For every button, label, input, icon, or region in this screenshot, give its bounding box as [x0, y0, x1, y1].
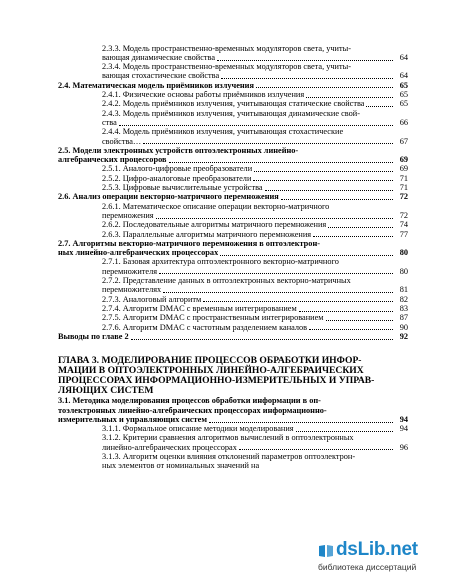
- toc-entry[interactable]: [58, 221, 408, 230]
- toc-entry[interactable]: [58, 109, 408, 128]
- toc-entry-text: Выводы по главе 2: [58, 332, 129, 341]
- toc-entry-text: 2.5. Модели электронных устройств оптоэлектронных линейно-: [58, 146, 299, 155]
- page-number: 66: [399, 117, 408, 127]
- toc-entry[interactable]: [58, 165, 408, 174]
- page-number: 83: [399, 303, 408, 313]
- toc-entry[interactable]: [58, 128, 408, 147]
- toc-entry-text: 3.1.2. Критерии сравнения алгоритмов вычислений в оптоэлектронных: [102, 434, 354, 443]
- dot-leader: [209, 422, 393, 423]
- dot-leader: [254, 171, 393, 172]
- dot-leader: [169, 162, 394, 163]
- page-number: 87: [399, 313, 408, 323]
- dot-leader: [203, 301, 393, 302]
- dot-leader: [143, 143, 393, 144]
- toc-entry[interactable]: [58, 202, 408, 221]
- toc-entry-text: линейно-алгебраических процессорах: [102, 443, 237, 452]
- page-number: 80: [399, 248, 408, 258]
- page-number: 92: [399, 331, 408, 341]
- page-number: 81: [399, 285, 408, 295]
- toc-entry[interactable]: [58, 434, 408, 453]
- toc-entry-text: 2.4. Математическая модель приёмников излучения: [58, 81, 254, 90]
- page-number: 72: [399, 210, 408, 220]
- dot-leader: [163, 292, 393, 293]
- toc-entry-text: вающая стохастические свойства: [102, 72, 220, 81]
- page-number: 69: [399, 155, 408, 165]
- toc-entry[interactable]: [58, 304, 408, 313]
- toc-entry[interactable]: [58, 146, 408, 165]
- toc-entry[interactable]: [58, 239, 408, 258]
- toc-entry[interactable]: [58, 230, 408, 239]
- toc-entry-text: 2.4.3. Модель приёмников излучения, учитывающая динамические свой-: [102, 109, 360, 118]
- toc-entry-text: 2.4.4. Модель приёмников излучения, учитывающая стохастические: [102, 128, 344, 137]
- dot-leader: [217, 60, 393, 61]
- dot-leader: [299, 311, 393, 312]
- toc-entry[interactable]: [58, 174, 408, 183]
- toc-entry[interactable]: [58, 276, 408, 295]
- toc-entry-text: перемножения: [102, 211, 154, 220]
- toc-entry-text: 2.5.1. Аналого-цифровые преобразователи: [102, 165, 253, 174]
- toc-entry-text: 2.7.2. Представление данных в оптоэлектронных векторно-матричных: [102, 277, 351, 286]
- toc-entry-text: вающая динамические свойства: [102, 53, 216, 62]
- page-number: 82: [399, 294, 408, 304]
- dot-leader: [159, 273, 393, 274]
- dot-leader: [131, 339, 393, 340]
- toc-entry-text: перемножителя: [102, 267, 158, 276]
- dot-leader: [296, 431, 393, 432]
- toc-entry-text: ных элементов от номинальных значений на: [102, 462, 260, 471]
- dot-leader: [366, 106, 393, 107]
- dot-leader: [239, 449, 393, 450]
- toc-entry[interactable]: [58, 100, 408, 109]
- toc-entry-text: алгебраических процессоров: [58, 156, 167, 165]
- dot-leader: [328, 227, 393, 228]
- page-number: 65: [399, 90, 408, 100]
- toc-entry-text: 2.7.6. Алгоритм DMAC с частотным разделением каналов: [102, 323, 308, 332]
- dot-leader: [326, 320, 393, 321]
- toc-entry[interactable]: [58, 425, 408, 434]
- page-number: 74: [399, 220, 408, 230]
- chapter-heading-line: ПРОЦЕССОРАХ ИНФОРМАЦИОННО-ИЗМЕРИТЕЛЬНЫХ И УПРАВ-: [58, 375, 375, 387]
- toc-entry-text: 2.4.2. Модель приёмников излучения, учитывающая статические свойства: [102, 100, 365, 109]
- page-number: 64: [399, 52, 408, 62]
- toc-entry-text: свойства…: [102, 137, 142, 146]
- dot-leader: [119, 125, 393, 126]
- watermark-brand: dsLib.net: [336, 539, 418, 560]
- toc-entry[interactable]: [58, 81, 408, 90]
- page-number: 67: [399, 136, 408, 146]
- dot-leader: [281, 199, 393, 200]
- toc-entry-text: 3.1.1. Формальное описание методики моделирования: [102, 425, 294, 434]
- page-number: 65: [399, 99, 408, 109]
- toc-entry-text: 2.6.3. Параллельные алгоритмы матричного перемножения: [102, 230, 312, 239]
- toc-entry-text: 2.6. Анализ операции векторно-матричного перемножения: [58, 193, 279, 202]
- page-number: 96: [399, 442, 408, 452]
- page-number: 94: [399, 424, 408, 434]
- toc-entry[interactable]: [58, 314, 408, 323]
- dot-leader: [309, 329, 393, 330]
- toc-entry-text: 2.6.1. Математическое описание операции векторно-матричного: [102, 202, 330, 211]
- toc-entry[interactable]: [58, 295, 408, 304]
- toc-entry[interactable]: [58, 258, 408, 277]
- watermark-tagline: библиотека диссертаций: [318, 562, 417, 572]
- toc-entry-text: ства: [102, 118, 117, 127]
- toc-entry-text: перемножителях: [102, 286, 162, 295]
- page-number: 72: [399, 192, 408, 202]
- book-icon: [318, 544, 334, 558]
- toc-entry[interactable]: [58, 193, 408, 202]
- toc-entry[interactable]: [58, 332, 408, 341]
- page-number: 64: [399, 71, 408, 81]
- dot-leader: [306, 97, 393, 98]
- dot-leader: [253, 180, 393, 181]
- page-number: 80: [399, 266, 408, 276]
- toc-entry-text: 2.5.3. Цифровые вычислительные устройства: [102, 184, 263, 193]
- toc-entry-text: 3.1. Методика моделирования процессов обработки информации в оп-: [58, 397, 321, 406]
- toc-entry-text: 2.7.1. Базовая архитектура оптоэлектронного векторно-матричного: [102, 258, 339, 267]
- chapter-heading-line: ГЛАВА 3. МОДЕЛИРОВАНИЕ ПРОЦЕССОВ ОБРАБОТКИ ИНФОР-: [58, 354, 362, 366]
- dot-leader: [221, 78, 393, 79]
- toc-entry[interactable]: [58, 323, 408, 332]
- toc-entry[interactable]: [58, 44, 408, 63]
- chapter-heading-line: МАЦИИ В ОПТОЭЛЕКТРОННЫХ ЛИНЕЙНО-АЛГЕБРАИЧЕСКИХ: [58, 364, 364, 376]
- toc-entry-text: 2.7.3. Аналоговый алгоритм: [102, 295, 202, 304]
- toc-entry[interactable]: [58, 452, 408, 471]
- page-number: 90: [399, 322, 408, 332]
- page-number: 94: [399, 414, 408, 424]
- toc-entry[interactable]: [58, 397, 408, 425]
- page-number: 69: [399, 164, 408, 174]
- page-number: 65: [399, 80, 408, 90]
- toc-entry-text: 2.6.2. Последовательные алгоритмы матричного перемножения: [102, 221, 327, 230]
- page-number: 71: [399, 183, 408, 193]
- dot-leader: [313, 236, 393, 237]
- toc-entry[interactable]: [58, 63, 408, 82]
- dot-leader: [265, 190, 393, 191]
- toc-entry-text: 2.3.3. Модель пространственно-временных модуляторов света, учиты-: [102, 44, 351, 53]
- dot-leader: [220, 255, 393, 256]
- toc-entry-text: тоэлектронных линейно-алгебраических процессорах информационно-: [58, 406, 327, 415]
- toc-entry-text: 2.5.2. Цифро-аналоговые преобразователи: [102, 174, 252, 183]
- dot-leader: [156, 218, 393, 219]
- toc-entry-text: 2.3.4. Модель пространственно-временных модуляторов света, учиты-: [102, 63, 351, 72]
- chapter-heading-line: ЛЯЮЩИХ СИСТЕМ: [58, 385, 154, 397]
- toc-entry-text: 2.4.1. Физические основы работы приёмников излучения: [102, 91, 305, 100]
- toc-entry[interactable]: [58, 90, 408, 99]
- toc-entry-text: измерительных и управляющих систем: [58, 415, 207, 424]
- page-number: 77: [399, 229, 408, 239]
- chapter-heading[interactable]: [58, 356, 408, 397]
- toc-entry-text: 2.7.4. Алгоритм DMAC с временным интегрированием: [102, 304, 297, 313]
- watermark-logo: [314, 538, 442, 576]
- toc-entry-text: 3.1.3. Алгоритм оценки влияния отклонений параметров оптоэлектрон-: [102, 453, 356, 462]
- dot-leader: [256, 87, 393, 88]
- toc-entry-text: ных линейно-алгебраических процессорах: [58, 249, 219, 258]
- section-gap: [58, 342, 408, 352]
- toc-entry-text: 2.7. Алгоритмы векторно-матричного перемножения в оптоэлектрон-: [58, 239, 320, 248]
- toc-entry[interactable]: [58, 183, 408, 192]
- table-of-contents: [58, 44, 408, 471]
- page-number: 71: [399, 173, 408, 183]
- toc-entry-text: 2.7.5. Алгоритм DMAC с пространственным интегрированием: [102, 314, 324, 323]
